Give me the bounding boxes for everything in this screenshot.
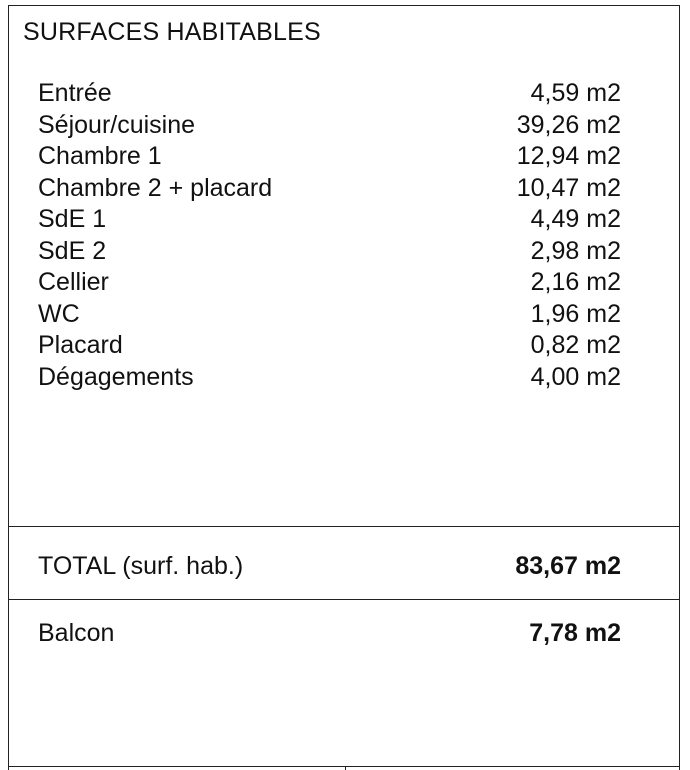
- room-area: 4,59 m2: [530, 79, 621, 107]
- room-row-sde-2: [38, 236, 621, 268]
- room-area: 0,82 m2: [530, 331, 621, 359]
- room-row-cellier: [38, 267, 621, 299]
- room-row-sejour-cuisine: [38, 110, 621, 142]
- balcon-row: [38, 618, 621, 649]
- room-row-sde-1: [38, 204, 621, 236]
- room-label: Cellier: [38, 268, 109, 296]
- divider-before-total: [9, 526, 679, 527]
- room-row-entree: [38, 78, 621, 110]
- room-area: 4,00 m2: [530, 362, 621, 391]
- surface-table: [8, 5, 680, 770]
- room-list: [38, 78, 621, 393]
- table-title: SURFACES HABITABLES: [23, 18, 321, 46]
- room-row-placard: [38, 330, 621, 362]
- room-label: Placard: [38, 331, 123, 359]
- room-area: 2,16 m2: [530, 268, 621, 296]
- column-tick: [345, 766, 346, 770]
- room-label: SdE 2: [38, 236, 107, 265]
- total-label: TOTAL (surf. hab.): [38, 552, 244, 580]
- room-area: 2,98 m2: [530, 236, 621, 265]
- total-area: 83,67 m2: [515, 552, 621, 580]
- room-area: 10,47 m2: [516, 173, 621, 202]
- room-label: Chambre 2 + placard: [38, 173, 273, 202]
- balcon-label: Balcon: [38, 619, 115, 647]
- room-label: Dégagements: [38, 362, 194, 391]
- room-area: 39,26 m2: [516, 110, 621, 139]
- room-area: 12,94 m2: [516, 142, 621, 170]
- room-area: 1,96 m2: [530, 299, 621, 328]
- room-row-degagements: [38, 362, 621, 394]
- room-label: Chambre 1: [38, 142, 162, 170]
- room-label: Séjour/cuisine: [38, 110, 196, 139]
- balcon-area: 7,78 m2: [529, 619, 621, 647]
- room-row-chambre-2: [38, 173, 621, 205]
- divider-bottom: [9, 766, 679, 767]
- total-row: [38, 551, 621, 582]
- room-row-chambre-1: [38, 141, 621, 173]
- room-label: WC: [38, 299, 80, 328]
- room-area: 4,49 m2: [530, 205, 621, 233]
- room-label: SdE 1: [38, 205, 107, 233]
- room-label: Entrée: [38, 79, 112, 107]
- room-row-wc: [38, 299, 621, 331]
- divider-before-balcon: [9, 599, 679, 600]
